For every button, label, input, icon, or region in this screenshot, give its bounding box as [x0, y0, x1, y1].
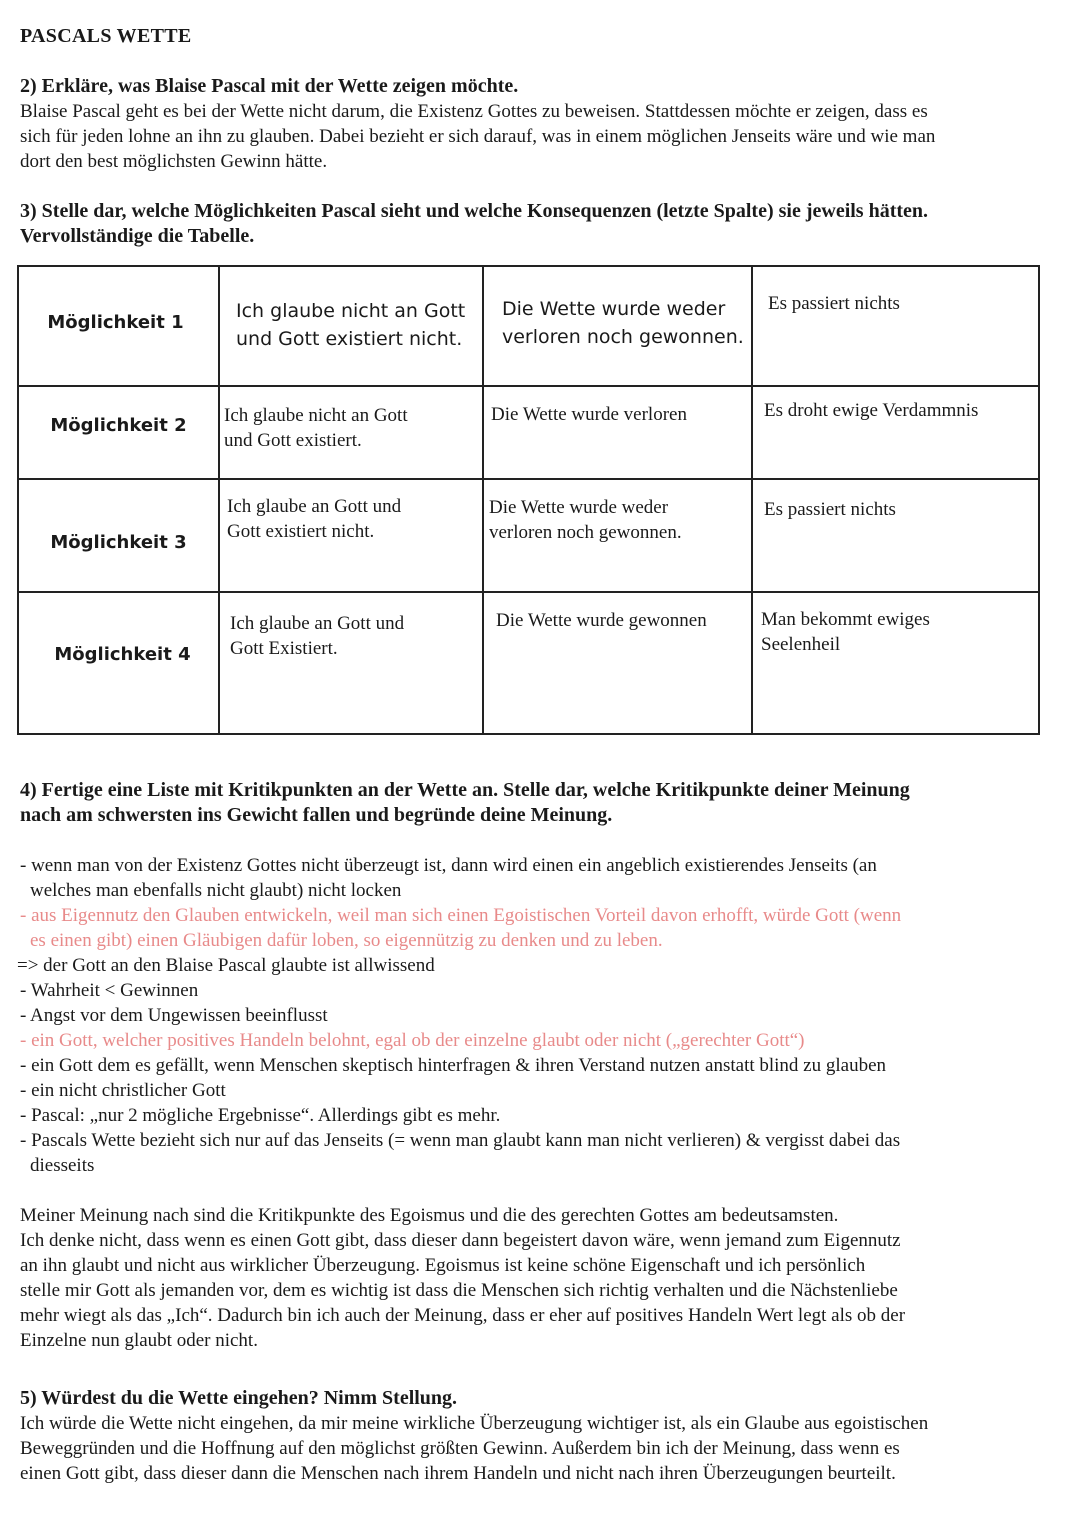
- table-row: [18, 592, 1039, 734]
- consequence-text: [764, 398, 978, 423]
- possibilities-table: [17, 265, 1040, 735]
- opinion-paragraph: [20, 1203, 1065, 1353]
- answer-5-line: Beweggründen und die Hoffnung auf den möglichst größten Gewinn. Außerdem bin ich der Meinung, dass wenn es: [20, 1438, 900, 1459]
- case-line: Gott existiert nicht.: [227, 521, 375, 542]
- question-5: 5) Würdest du die Wette eingehen? Nimm Stellung.: [20, 1387, 458, 1409]
- outcome-line: Die Wette wurde weder: [489, 497, 669, 518]
- opinion-line: Meiner Meinung nach sind die Kritikpunkte des Egoismus und die des gerechten Gottes am bedeutsamsten.: [20, 1205, 839, 1226]
- table-cell-consequence: [752, 479, 1039, 592]
- table-cell-case: [219, 479, 483, 592]
- possibility-label: Möglichkeit 4: [54, 644, 191, 665]
- answer-5: [20, 1411, 1065, 1486]
- table-row: [18, 479, 1039, 592]
- table-cell-consequence: [752, 386, 1039, 479]
- outcome-line: verloren noch gewonnen.: [489, 522, 682, 543]
- case-line: Gott Existiert.: [230, 638, 338, 659]
- list-item: - Pascal: „nur 2 mögliche Ergebnisse“. Allerdings gibt es mehr.: [20, 1105, 501, 1126]
- case-text: [227, 494, 401, 544]
- list-item: - Pascals Wette bezieht sich nur auf das Jenseits (= wenn man glaubt kann man nicht verlieren) & vergisst dabei das: [20, 1130, 901, 1151]
- table-row: [18, 386, 1039, 479]
- table-cell-label: [18, 479, 219, 592]
- table-cell-consequence: [752, 266, 1039, 386]
- consequence-text: [768, 291, 900, 316]
- answer-2-line: dort den best möglichsten Gewinn hätte.: [20, 151, 328, 172]
- table-cell-label: [18, 266, 219, 386]
- question-4-line: 4) Fertige eine Liste mit Kritikpunkten an der Wette an. Stelle dar, welche Kritikpunkte deiner Meinung: [20, 779, 910, 801]
- case-line: Ich glaube nicht an Gott: [236, 300, 466, 322]
- list-item-highlighted: es einen gibt) einen Gläubigen dafür loben, so eigennützig zu denken und zu leben.: [30, 930, 663, 951]
- consequence-line: Es droht ewige Verdammnis: [764, 400, 979, 421]
- answer-2-line: sich für jeden lohne an ihn zu glauben. Dabei bezieht er sich darauf, was in einem möglichen Jenseits wäre und wie man: [20, 126, 936, 147]
- opinion-line: stelle mir Gott als jemanden vor, dem es wichtig ist dass die Menschen sich richtig verhalten und die Nächstenliebe: [20, 1280, 898, 1301]
- table-cell-outcome: [483, 386, 752, 479]
- outcome-text: [502, 295, 744, 351]
- question-4: [20, 778, 910, 828]
- list-item: welches man ebenfalls nicht glaubt) nicht locken: [30, 880, 402, 901]
- list-item: => der Gott an den Blaise Pascal glaubte ist allwissend: [17, 955, 435, 976]
- table-cell-outcome: [483, 266, 752, 386]
- outcome-line: Die Wette wurde weder: [502, 298, 726, 320]
- outcome-text: [496, 608, 707, 633]
- outcome-line: Die Wette wurde verloren: [491, 404, 687, 425]
- consequence-text: [761, 607, 930, 657]
- answer-5-line: Ich würde die Wette nicht eingehen, da mir meine wirkliche Überzeugung wichtiger ist, als ein Glaube aus egoistischen: [20, 1413, 929, 1434]
- consequence-text: [764, 497, 896, 522]
- list-item: - Angst vor dem Ungewissen beeinflusst: [20, 1005, 328, 1026]
- answer-2: [20, 99, 1070, 174]
- list-item: - Wahrheit < Gewinnen: [20, 980, 199, 1001]
- question-3-line: Vervollständige die Tabelle.: [20, 225, 255, 247]
- case-line: Ich glaube nicht an Gott: [224, 405, 408, 426]
- answer-2-line: Blaise Pascal geht es bei der Wette nicht darum, die Existenz Gottes zu beweisen. Stattdessen möchte er zeigen, dass es: [20, 101, 928, 122]
- table-row: [18, 266, 1039, 386]
- table-cell-label: [18, 386, 219, 479]
- case-line: und Gott existiert.: [224, 430, 362, 451]
- case-line: Ich glaube an Gott und: [230, 613, 405, 634]
- opinion-line: mehr wiegt als das „Ich“. Dadurch bin ich auch der Meinung, dass er eher auf positives Handeln Wert legt als ob der: [20, 1305, 906, 1326]
- opinion-line: an ihn glaubt und nicht aus wirklicher Überzeugung. Egoismus ist keine schöne Eigenschaft und ich persönlich: [20, 1255, 866, 1276]
- answer-5-line: einen Gott gibt, dass dieser dann die Menschen nach ihrem Handeln und nicht nach ihren Überzeugungen beurteilt.: [20, 1463, 896, 1484]
- case-line: Ich glaube an Gott und: [227, 496, 402, 517]
- table-cell-case: [219, 386, 483, 479]
- possibility-label: Möglichkeit 3: [50, 532, 187, 553]
- list-item: diesseits: [30, 1155, 95, 1176]
- consequence-line: Es passiert nichts: [768, 293, 900, 314]
- list-item: - ein nicht christlicher Gott: [20, 1080, 226, 1101]
- list-item: - ein Gott dem es gefällt, wenn Menschen skeptisch hinterfragen & ihren Verstand nutzen anstatt blind zu glauben: [20, 1055, 887, 1076]
- case-text: [224, 403, 408, 453]
- question-2: 2) Erkläre, was Blaise Pascal mit der Wette zeigen möchte.: [20, 75, 519, 97]
- criticism-list: [17, 853, 1060, 1178]
- table-cell-outcome: [483, 592, 752, 734]
- list-item: - wenn man von der Existenz Gottes nicht überzeugt ist, dann wird einen ein angeblich existierendes Jenseits (an: [20, 855, 877, 876]
- consequence-line: Seelenheil: [761, 634, 841, 655]
- table-cell-case: [219, 592, 483, 734]
- table-cell-label: [18, 592, 219, 734]
- table-cell-consequence: [752, 592, 1039, 734]
- consequence-line: Es passiert nichts: [764, 499, 896, 520]
- outcome-line: verloren noch gewonnen.: [502, 326, 744, 348]
- outcome-text: [491, 402, 687, 427]
- question-3-line: 3) Stelle dar, welche Möglichkeiten Pascal sieht und welche Konsequenzen (letzte Spalte) sie jeweils hätten.: [20, 200, 929, 222]
- case-text: [230, 611, 404, 661]
- outcome-text: [489, 495, 682, 545]
- possibility-label: Möglichkeit 1: [47, 312, 184, 333]
- question-4-line: nach am schwersten ins Gewicht fallen und begründe deine Meinung.: [20, 804, 613, 826]
- list-item-highlighted: - aus Eigennutz den Glauben entwickeln, weil man sich einen Egoistischen Vorteil davon erhofft, würde Gott (wenn: [20, 905, 902, 926]
- case-text: [236, 297, 465, 353]
- question-3: [20, 199, 928, 249]
- possibility-label: Möglichkeit 2: [50, 415, 187, 436]
- page-title: PASCALS WETTE: [20, 25, 192, 47]
- outcome-line: Die Wette wurde gewonnen: [496, 610, 707, 631]
- table-cell-outcome: [483, 479, 752, 592]
- consequence-line: Man bekommt ewiges: [761, 609, 930, 630]
- case-line: und Gott existiert nicht.: [236, 328, 463, 350]
- list-item-highlighted: - ein Gott, welcher positives Handeln belohnt, egal ob der einzelne glaubt oder nicht („gerechter Gott“): [20, 1030, 805, 1051]
- opinion-line: Ich denke nicht, dass wenn es einen Gott gibt, dass dieser dann begeistert davon wäre, wenn jemand zum Eigennutz: [20, 1230, 901, 1251]
- table-cell-case: [219, 266, 483, 386]
- opinion-line: Einzelne nun glaubt oder nicht.: [20, 1330, 258, 1351]
